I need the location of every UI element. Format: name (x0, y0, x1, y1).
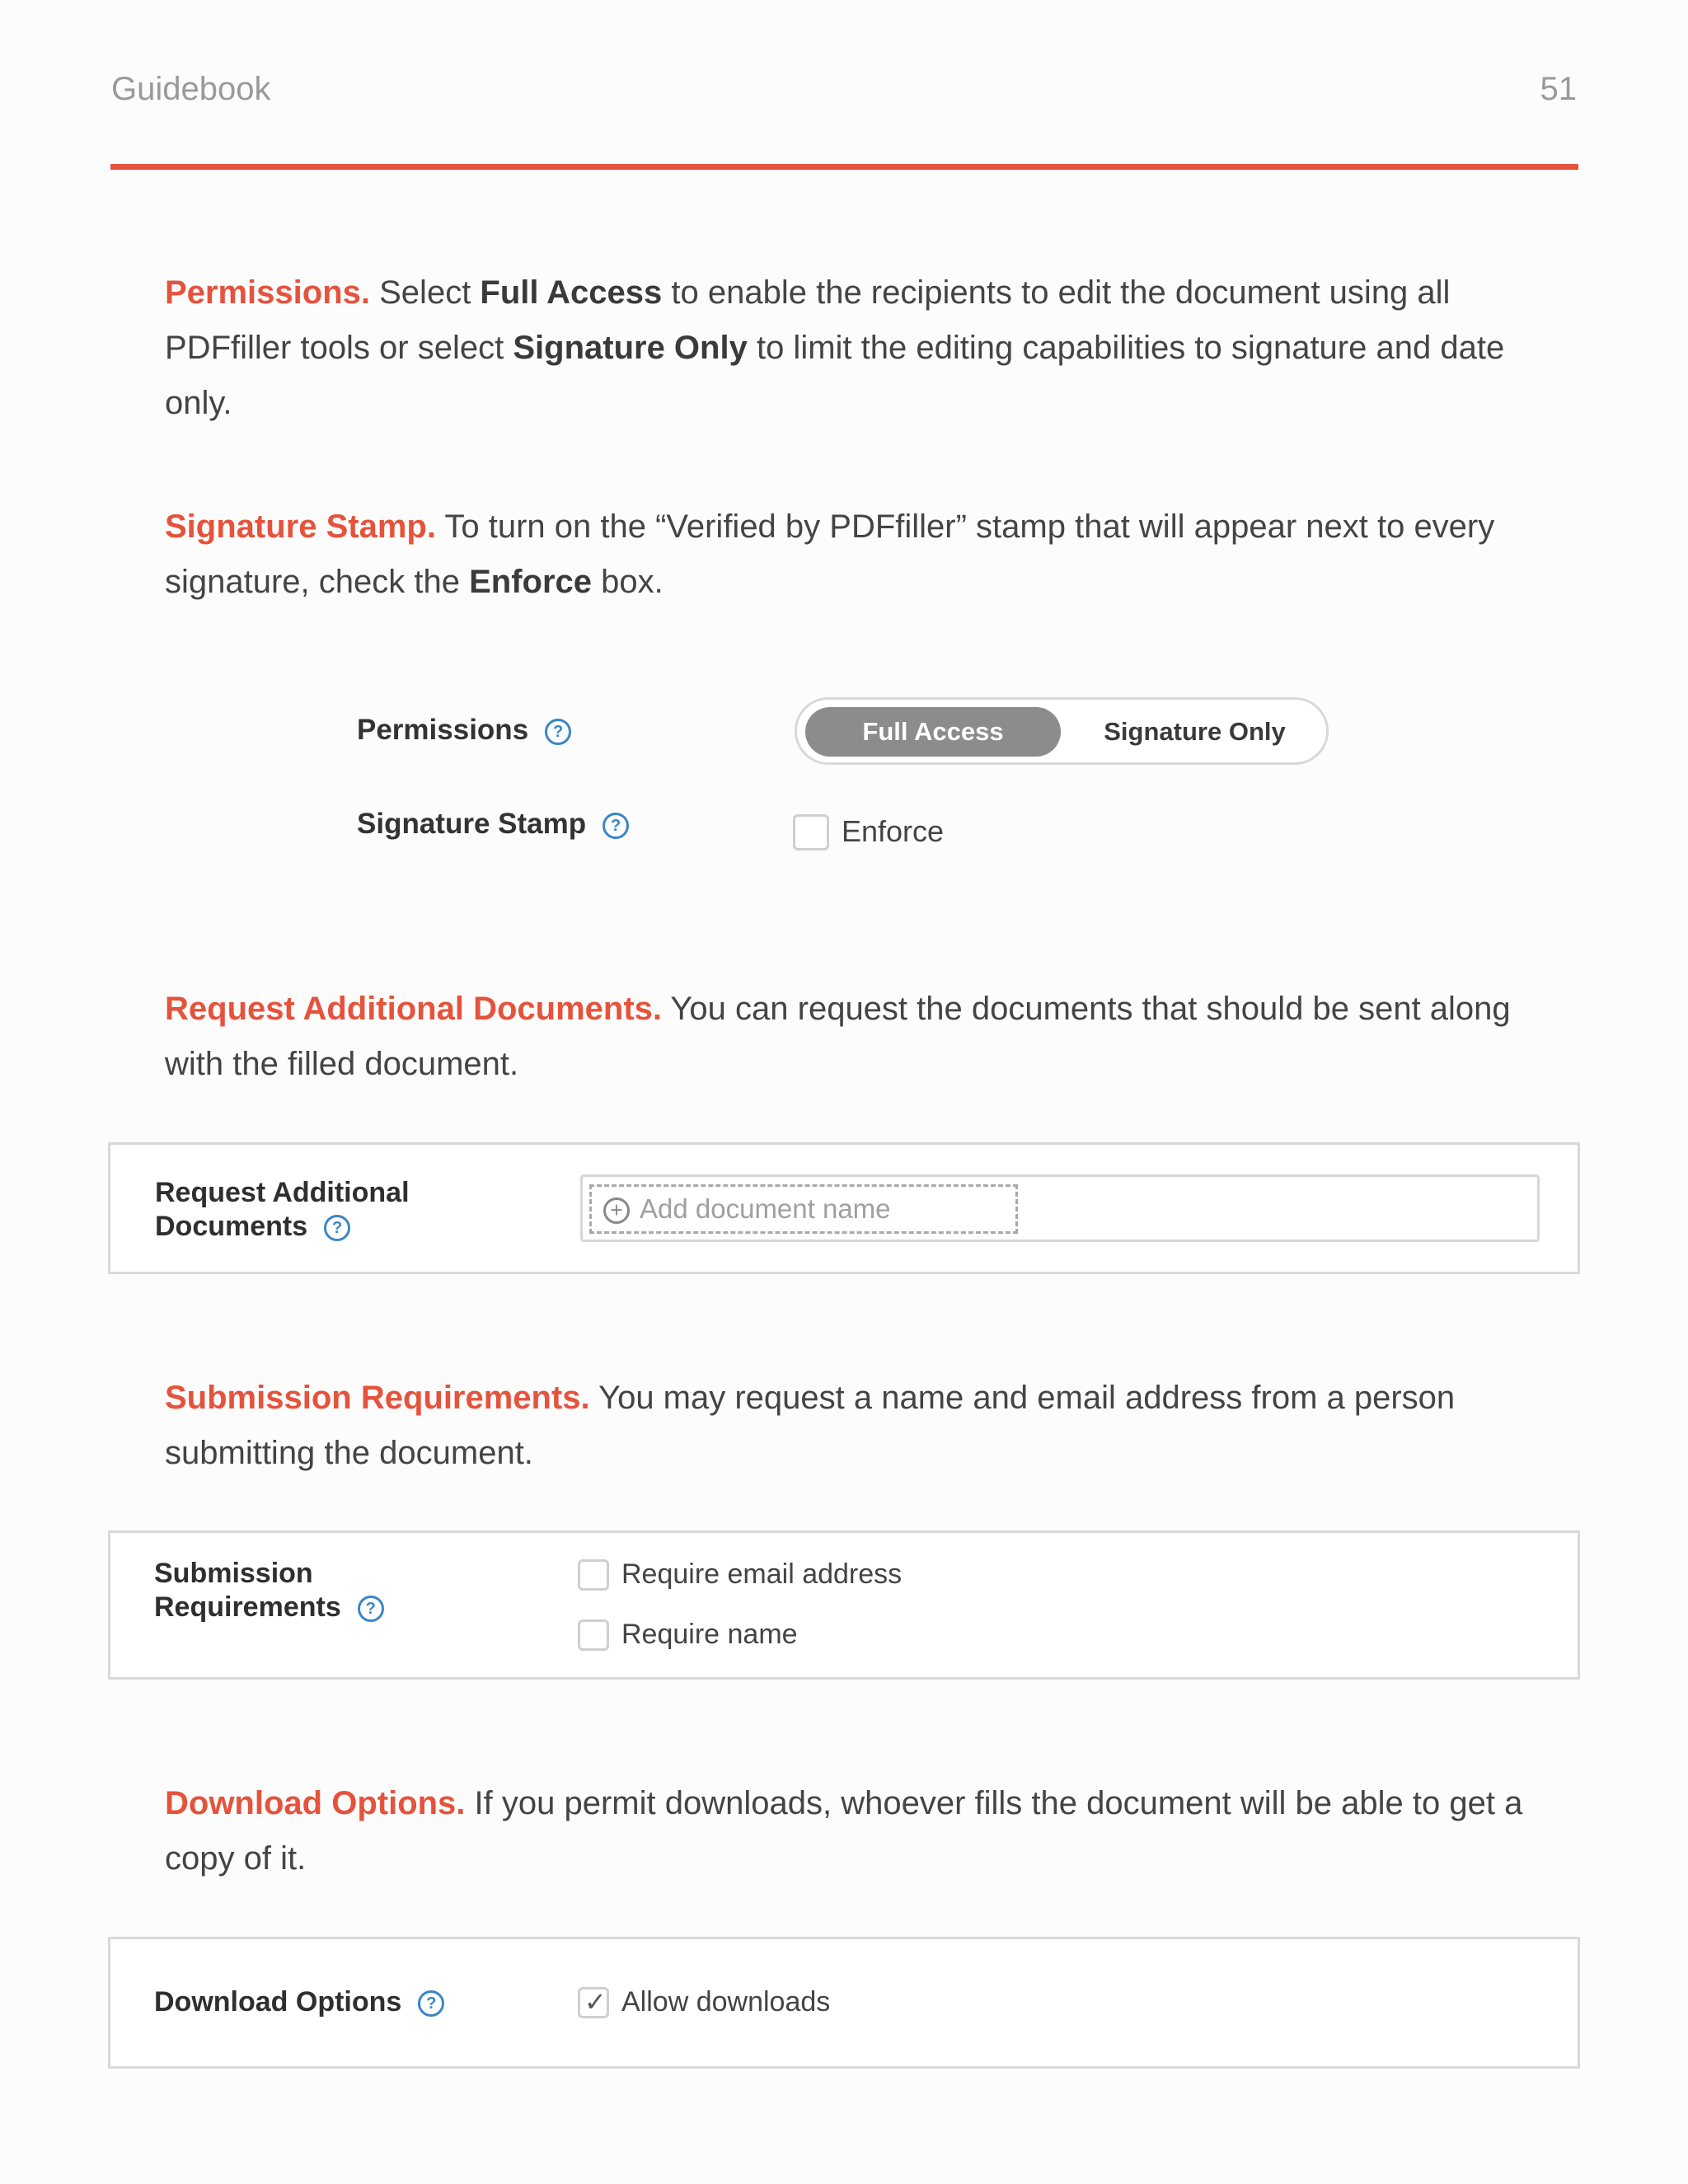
permissions-setting-text: Permissions (357, 714, 529, 746)
submission-text: You may request a name and email address from a person submitting the document. (165, 1380, 1456, 1471)
submission-setting-label (154, 1557, 384, 1624)
help-icon[interactable]: ? (324, 1215, 350, 1241)
allow-downloads-label: Allow downloads (621, 1986, 831, 2018)
signature-stamp-setting-text: Signature Stamp (357, 808, 587, 840)
request-docs-paragraph (165, 982, 1558, 1092)
download-setting-label (154, 1985, 444, 2019)
signature-stamp-text-2: box. (592, 564, 663, 600)
request-docs-heading: Request Additional Documents. (165, 991, 663, 1027)
permissions-heading: Permissions. (165, 274, 371, 311)
signature-stamp-text-1: To turn on the “Verified by PDFfiller” stamp that will appear next to every signature, check the (165, 509, 1495, 600)
permissions-toggle (795, 697, 1329, 765)
help-icon[interactable]: ? (603, 813, 629, 839)
help-icon[interactable]: ? (545, 719, 571, 745)
download-panel (108, 1937, 1580, 2069)
running-header-title: Guidebook (111, 71, 271, 107)
help-icon[interactable]: ? (418, 1990, 444, 2017)
submission-paragraph (165, 1371, 1558, 1481)
allow-downloads-checkbox[interactable] (578, 1987, 609, 2018)
plus-circle-icon: + (603, 1197, 630, 1224)
signature-stamp-heading: Signature Stamp. (165, 509, 436, 545)
submission-panel (108, 1530, 1580, 1680)
signature-stamp-bold-enforce: Enforce (469, 564, 593, 600)
header-divider (110, 164, 1578, 170)
request-docs-setting-label (155, 1176, 410, 1244)
permissions-bold-signature-only: Signature Only (513, 330, 748, 366)
submission-label-line1: Submission (154, 1558, 313, 1589)
download-heading: Download Options. (165, 1785, 466, 1821)
add-document-placeholder: Add document name (640, 1193, 891, 1224)
request-docs-panel (108, 1142, 1580, 1274)
signature-only-option[interactable]: Signature Only (1104, 717, 1286, 746)
page-number: 51 (1540, 71, 1577, 107)
download-paragraph (165, 1776, 1558, 1886)
enforce-label: Enforce (842, 814, 945, 848)
download-text: If you permit downloads, whoever fills the document will be able to get a copy of it. (165, 1785, 1523, 1877)
permissions-paragraph (165, 265, 1558, 431)
document-name-field (580, 1174, 1540, 1242)
download-label-text: Download Options (154, 1986, 402, 2018)
permissions-text-3: to limit the editing capabilities to signature and date only. (165, 330, 1505, 421)
request-docs-label-line1: Request Additional (155, 1177, 410, 1208)
help-icon[interactable]: ? (358, 1596, 384, 1622)
checkmark-icon: ✓ (584, 1987, 607, 2017)
permissions-text-2: to enable the recipients to edit the document using all PDFfiller tools or select (165, 274, 1451, 366)
require-email-label: Require email address (621, 1558, 903, 1590)
signature-stamp-paragraph (165, 499, 1558, 610)
require-name-checkbox[interactable] (578, 1619, 609, 1651)
require-name-label: Require name (621, 1619, 798, 1650)
submission-heading: Submission Requirements. (165, 1380, 590, 1416)
permissions-text-1: Select (370, 274, 481, 311)
add-document-button[interactable] (589, 1184, 1018, 1234)
permissions-bold-full-access: Full Access (480, 274, 663, 311)
require-email-checkbox[interactable] (578, 1559, 609, 1591)
signature-stamp-setting-label (357, 808, 629, 841)
request-docs-text: You can request the documents that should be sent along with the filled document. (165, 991, 1511, 1082)
permissions-setting-label (357, 714, 571, 747)
full-access-option[interactable]: Full Access (805, 707, 1061, 757)
submission-label-line2: Requirements (154, 1591, 341, 1623)
request-docs-label-line2: Documents (155, 1211, 308, 1242)
enforce-checkbox[interactable] (793, 814, 829, 851)
